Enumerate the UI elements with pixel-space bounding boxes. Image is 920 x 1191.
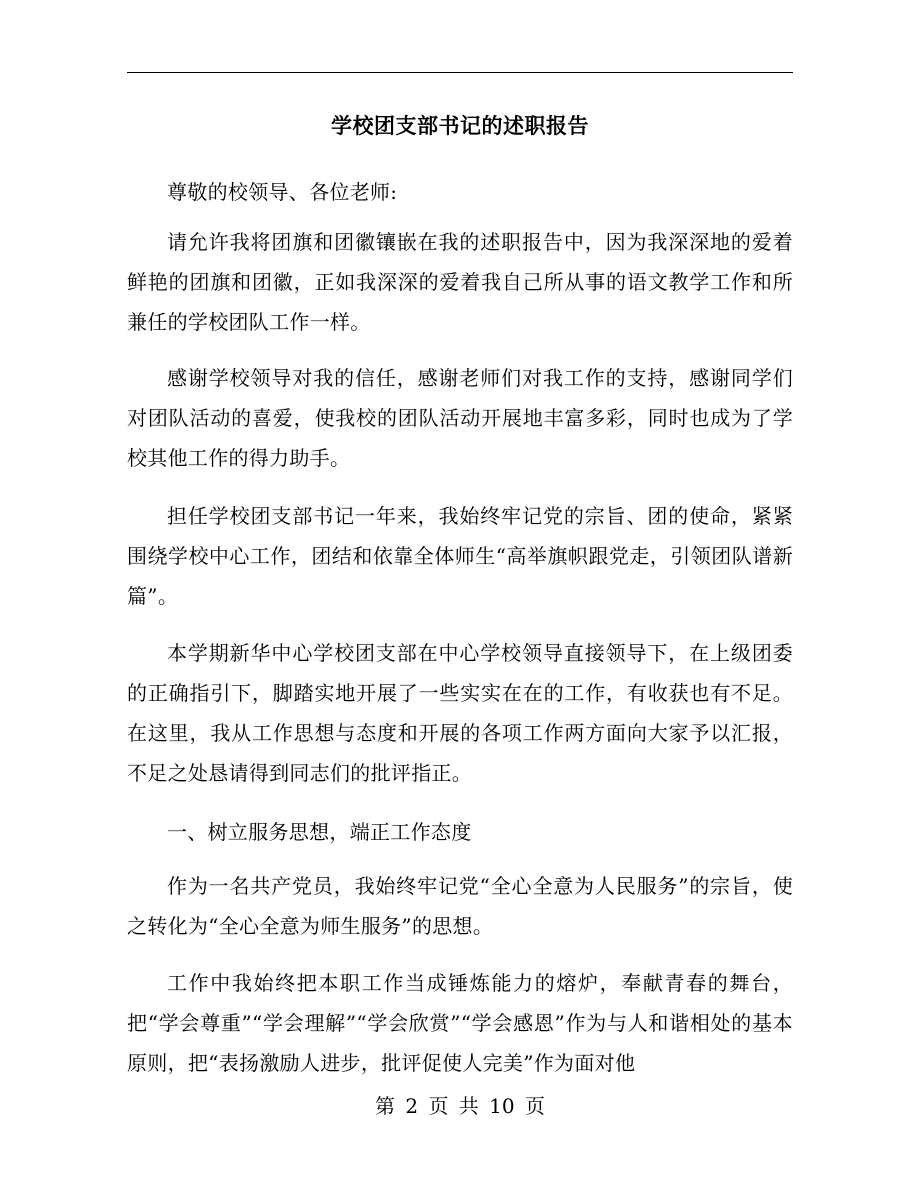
paragraph-4: 本学期新华中心学校团支部在中心学校领导直接领导下，在上级团委的正确指引下，脚踏实地开展了一些实实在在的工作，有收获也有不足。在这里，我从工作思想与态度和开展的各项工作两方面向大家予以汇报，不足之处恳请得到同志们的批评指正。 (127, 641, 793, 785)
salutation: 尊敬的校领导、各位老师: (167, 180, 398, 204)
paragraph-3: 担任学校团支部书记一年来，我始终牢记党的宗旨、团的使命，紧紧围绕学校中心工作，团结和依靠全体师生“高举旗帜跟党走，引领团队谱新篇”。 (127, 504, 793, 608)
header-divider (127, 72, 793, 73)
paragraph-6: 工作中我始终把本职工作当成锤炼能力的熔炉，奉献青春的舞台，把“学会尊重”“学会理解”“学会欣赏”“学会感恩”作为与人和谐相处的基本原则，把“表扬激励人进步，批评促使人完美”作为面对他 (127, 971, 793, 1075)
paragraph-2: 感谢学校领导对我的信任，感谢老师们对我工作的支持，感谢同学们对团队活动的喜爱，使我校的团队活动开展地丰富多彩，同时也成为了学校其他工作的得力助手。 (127, 366, 793, 470)
section-heading-1: 一、树立服务思想，端正工作态度 (167, 820, 472, 844)
page-number: 第 2 页 共 10 页 (375, 1094, 545, 1118)
document-title: 学校团支部书记的述职报告 (331, 113, 589, 138)
paragraph-5: 作为一名共产党员，我始终牢记党“全心全意为人民服务”的宗旨，使之转化为“全心全意为师生服务”的思想。 (127, 874, 793, 938)
paragraph-1: 请允许我将团旗和团徽镶嵌在我的述职报告中，因为我深深地的爱着鲜艳的团旗和团徽，正如我深深的爱着我自己所从事的语文教学工作和所兼任的学校团队工作一样。 (127, 230, 793, 334)
